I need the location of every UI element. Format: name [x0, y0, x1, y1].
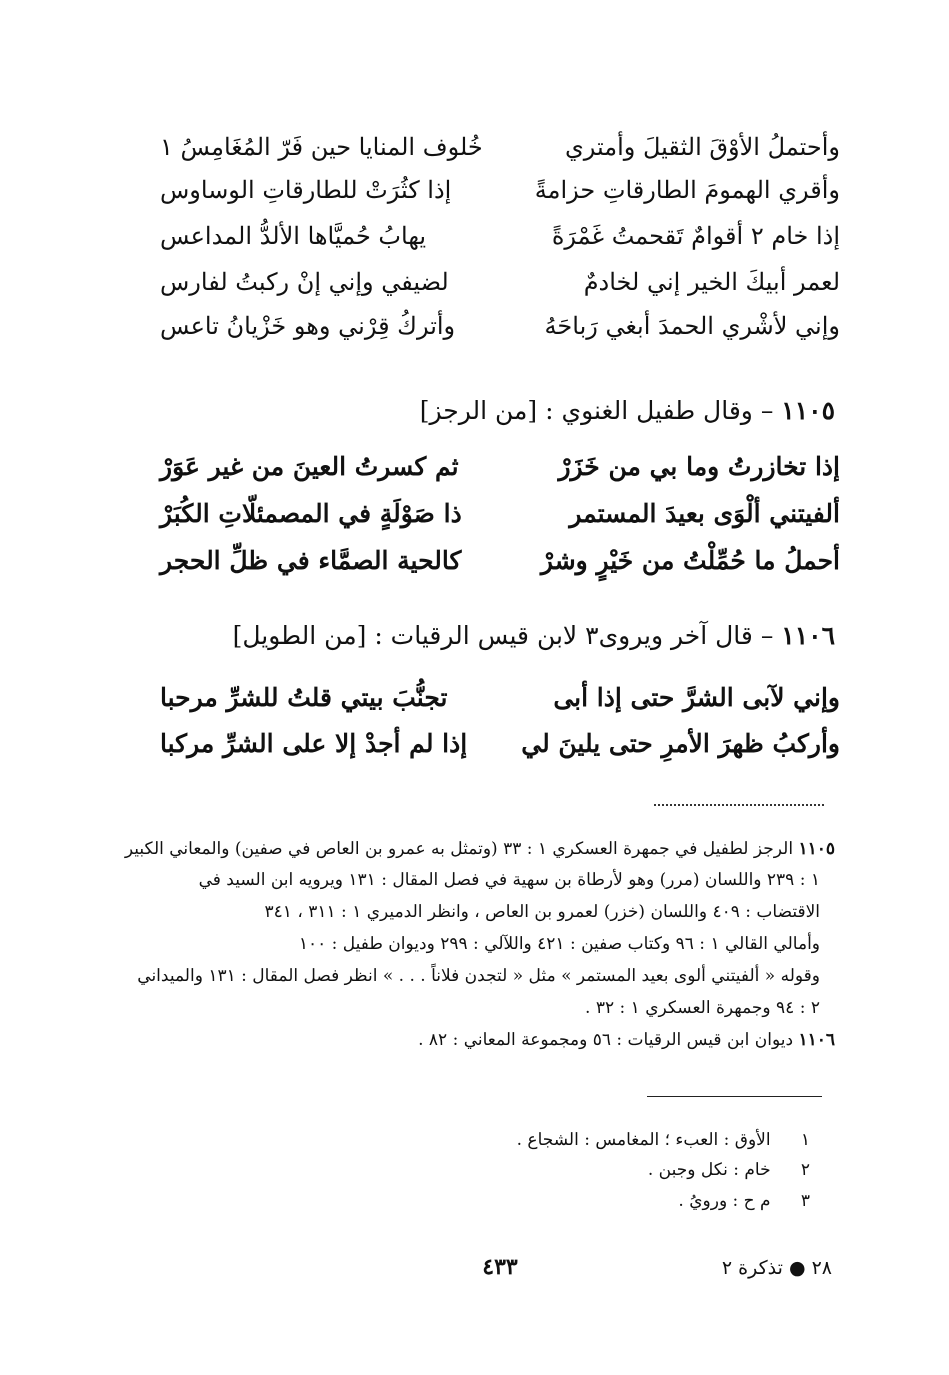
verse	[160, 447, 840, 487]
footnote	[460, 1125, 810, 1155]
verse-hemistich-first: ألفيتني ألْوَى بعيدَ المستمر	[569, 499, 840, 528]
footnote	[460, 1155, 810, 1185]
footnote-text: م ح : ورويُ .	[678, 1191, 771, 1211]
note-ref: ١١٠٥	[798, 839, 835, 859]
verse-hemistich-first: وأركبُ ظهرَ الأمرِ حتى يلينَ لي	[521, 729, 840, 758]
footnote-text: الأوق : العبء ؛ المغامس : الشجاع .	[516, 1130, 771, 1150]
verse-hemistich-first: وإني لآبى الشرَّ حتى إذا أبى	[553, 683, 840, 712]
verse-hemistich-first: وأقري الهمومَ الطارقاتِ حزامةً	[534, 176, 840, 204]
verse-hemistich-second: كالحية الصمَّاء في ظلِّ الحجر	[160, 546, 462, 575]
note-1105-line	[160, 993, 820, 1023]
footnote-text: خام : نكل وجبن .	[647, 1160, 771, 1180]
note-1105-line	[160, 929, 820, 959]
verse-hemistich-second: ذا صَوْلَةٍ في المصمئلّاتِ الكُبَرْ	[160, 499, 462, 528]
verse-hemistich-first: وأحتملُ الأوْقَ الثقيلَ وأمتري	[564, 133, 840, 161]
verse	[160, 127, 840, 167]
section-dash: –	[760, 396, 774, 425]
note-1105-line	[137, 961, 820, 991]
section-number: ١١٠٦	[781, 621, 835, 650]
section-title: وقال طفيل الغنوي :	[545, 396, 753, 425]
verse-hemistich-first: إذا تخازرتُ وما بي من خَزَرْ	[558, 452, 840, 481]
verse-hemistich-second: خُلوف المنايا حين فَرّ المُغَامِسُ ١	[160, 133, 483, 161]
footnote-number: ٢	[800, 1160, 810, 1180]
note-1106-line	[160, 1025, 835, 1055]
section-title: قال آخر ويروى٣ لابن قيس الرقيات :	[374, 621, 753, 650]
note-1105-line	[124, 834, 835, 864]
section-heading-1106	[160, 614, 835, 658]
verse-hemistich-second: إذا كثُرَتْ للطارقاتِ الوساوس	[160, 176, 452, 204]
verse-hemistich-second: يهابُ حُميَّاها الألدُّ المداعس	[160, 222, 427, 250]
verse-hemistich-second: لضيفي وإني إنْ ركبتُ لفارس	[160, 268, 449, 296]
note-ref: ١١٠٦	[798, 1030, 835, 1050]
note-text: وأمالي القالي ١ : ٩٦ وكتاب صفين : ٤٢١ واللآلي : ٢٩٩ وديوان طفيل : ١٠٠	[298, 934, 820, 954]
footnote	[460, 1186, 810, 1216]
note-text: الاقتضاب : ٤٠٩ واللسان (خزر) لعمرو بن العاص ، وانظر الدميري ١ : ٣١١ ، ٣٤١	[264, 902, 820, 922]
verse-hemistich-second: إذا لم أجدْ إلا على الشرِّ مركبا	[160, 729, 468, 758]
note-text: ديوان ابن قيس الرقيات : ٥٦ ومجموعة المعاني : ٨٢ .	[418, 1030, 794, 1050]
note-text: الرجز لطفيل في جمهرة العسكري ١ : ٣٣ (وتمثل به عمرو بن العاص في صفين) والمعاني الكبير	[124, 839, 794, 859]
printer-signature: ٢٨ ● تذكرة ٢	[721, 1257, 832, 1279]
verse-hemistich-first: وإني لأشْري الحمدَ أبغي رَباحَهُ	[544, 312, 840, 340]
note-1105-line	[160, 865, 820, 895]
page-number: ٤٣٣	[482, 1254, 518, 1280]
verse	[160, 678, 840, 718]
note-text: ٢ : ٩٤ وجمهرة العسكري ١ : ٣٢ .	[585, 998, 820, 1018]
section-heading-1105	[160, 389, 835, 433]
verse-hemistich-second: ثم كسرتُ العينَ من غير عَوَرْ	[160, 452, 459, 481]
verse-hemistich-first: لعمر أبيكَ الخير إني لخادمٌ	[583, 268, 840, 296]
meter-label: [من الرجز]	[419, 396, 538, 425]
verse	[160, 170, 840, 210]
verse-hemistich-second: تجنُّبَ بيتي قلتُ للشرِّ مرحبا	[160, 683, 448, 712]
verse	[160, 724, 840, 764]
section-number: ١١٠٥	[781, 396, 835, 425]
footnote-rule	[647, 1096, 822, 1097]
verse	[160, 494, 840, 534]
verse	[160, 262, 840, 302]
verse-hemistich-first: إذا خام ٢ أقوامٌ تَقحمتُ غَمْرَةً	[551, 222, 840, 250]
note-text: ١ : ٢٣٩ واللسان (مرر) وهو لأرطاة بن سهية في فصل المقال : ١٣١ ويرويه ابن السيد في	[198, 870, 820, 890]
verse	[160, 216, 840, 256]
verse	[160, 306, 840, 346]
verse-hemistich-second: وأتركُ قِرْني وهو خَزْيانُ تاعس	[160, 312, 456, 340]
section-dash: –	[760, 621, 774, 650]
footnote-number: ١	[800, 1130, 810, 1150]
verse	[160, 541, 840, 581]
dotted-separator	[654, 804, 824, 806]
verse-hemistich-first: أحملُ ما حُمِّلْتُ من خَيْرٍ وشرْ	[540, 546, 840, 575]
note-text: وقوله « ألفيتني ألوى بعيد المستمر » مثل « لتجدن فلاناً . . . » انظر فصل المقال : ١٣١ والميداني	[137, 966, 820, 986]
note-1105-line	[160, 897, 820, 927]
meter-label: [من الطويل]	[232, 621, 367, 650]
footnote-number: ٣	[800, 1191, 810, 1211]
